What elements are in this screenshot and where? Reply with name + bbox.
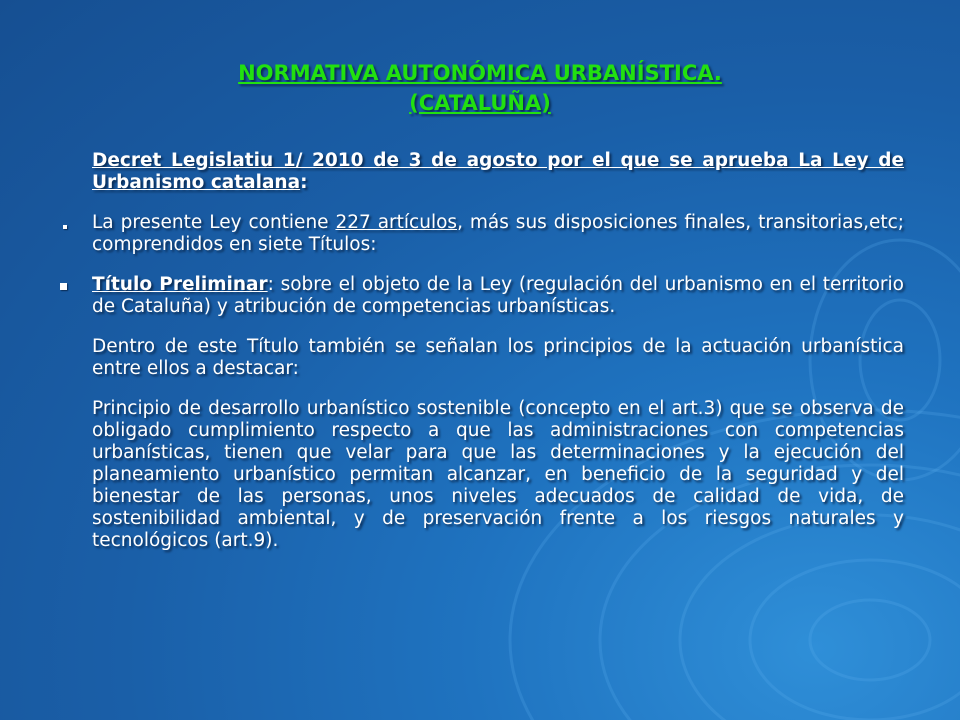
principles-intro-text: Dentro de este Título también se señalan los principios de la actuación urbanística entre ellos a destacar: — [92, 336, 904, 379]
slide-body — [48, 150, 904, 570]
intro-paragraph — [48, 150, 904, 194]
principles-intro-paragraph — [48, 336, 904, 380]
title-line-2: (CATALUÑA) — [409, 91, 551, 115]
articles-paragraph — [48, 212, 904, 256]
sustainable-development-text: Principio de desarrollo urbanístico sostenible (concepto en el art.3) que se observa de obligado cumplimiento respecto a que las administraciones con competencias urbanísticas, tienen que velar para que las determinaciones y la ejecución del planeamiento urbanístico permitan alcanzar, en beneficio de la seguridad y del bienestar de las personas, unos niveles adecuados de calidad de vida, de sostenibilidad ambiental, y de preservación frente a los riesgos naturales y tecnológicos (art.9). — [92, 398, 904, 551]
sustainable-development-paragraph — [48, 398, 904, 552]
title-line-1: NORMATIVA AUTONÓMICA URBANÍSTICA. — [238, 61, 722, 85]
titulo-preliminar-text: : sobre el objeto de la Ley (regulación del urbanismo en el territorio de Cataluña) y atribución de competencias urbanísticas. — [92, 274, 904, 317]
titulo-preliminar-paragraph — [48, 274, 904, 318]
titulo-preliminar-label: Título Preliminar — [92, 274, 268, 295]
articles-count: 227 artículos — [335, 212, 458, 233]
slide-title — [0, 58, 960, 118]
articles-text-start: La presente Ley contiene — [92, 212, 336, 233]
articles-text-end: , más sus disposiciones finales, transitorias,etc; comprendidos en siete Títulos: — [92, 212, 905, 255]
decree-reference: Decret Legislatiu 1/ 2010 de 3 de agosto por el que se aprueba La Ley de Urbanismo catalana — [92, 150, 904, 193]
decree-colon: : — [300, 172, 308, 193]
